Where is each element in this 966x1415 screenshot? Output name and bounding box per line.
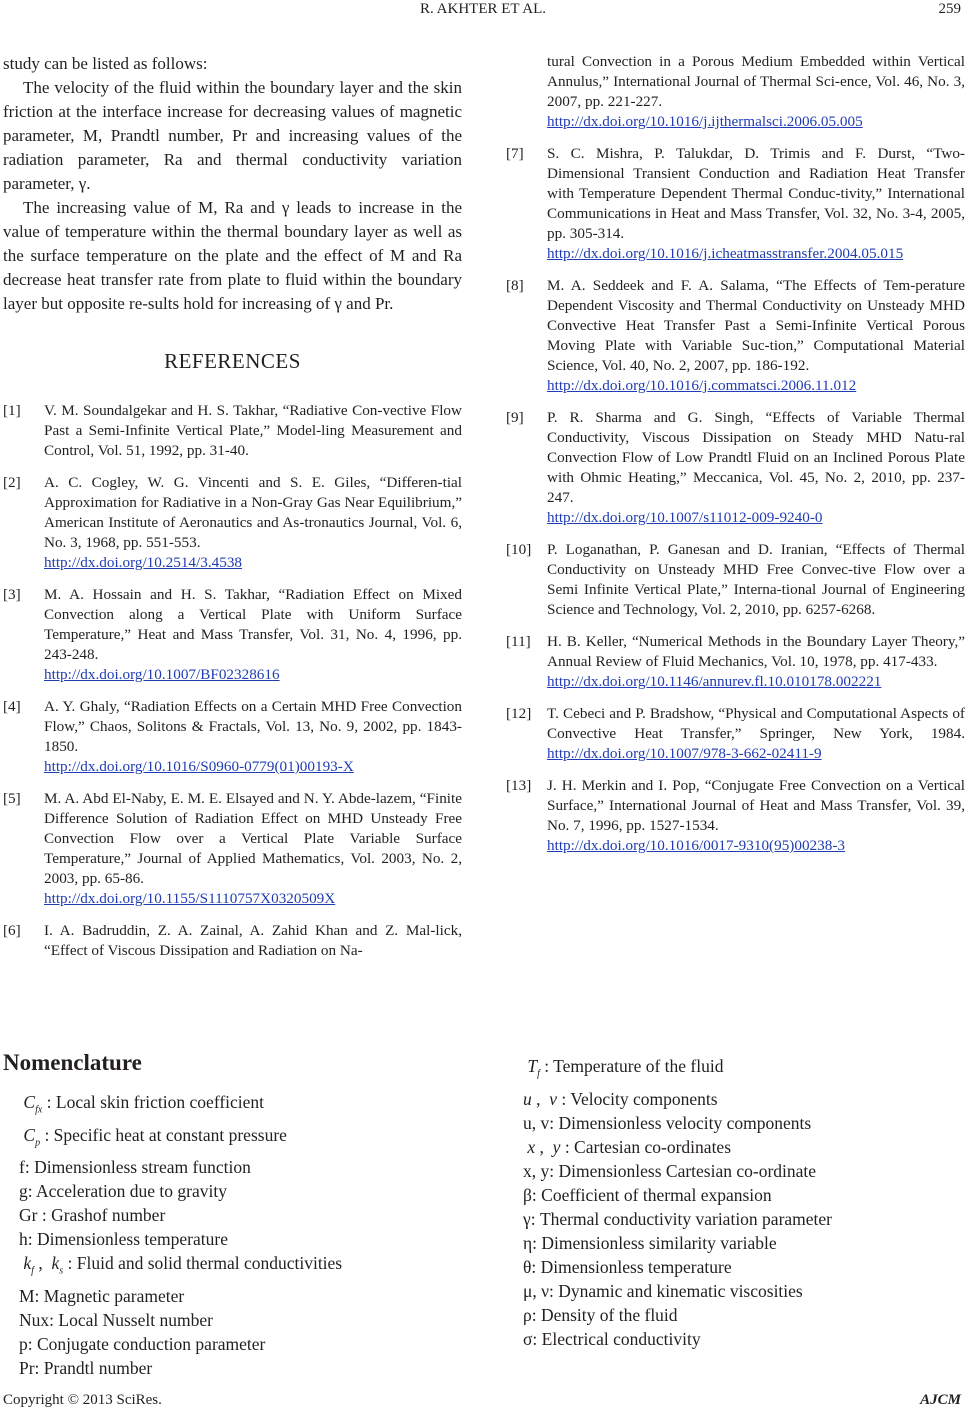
reference-item [506,704,965,764]
reference-item [506,276,965,396]
reference-doi-link[interactable]: http://dx.doi.org/10.1016/S0960-0779(01)00193-X [44,758,354,775]
reference-item [506,540,965,620]
nomenclature-item: g: Acceleration due to gravity [19,1181,227,1201]
reference-doi-link[interactable]: http://dx.doi.org/10.1016/j.icheatmasstransfer.2004.05.015 [547,245,904,262]
nomenclature-item: x , y : Cartesian co-ordinates [523,1136,732,1157]
reference-doi-link[interactable]: http://dx.doi.org/10.1016/j.ijthermalsci.2006.05.005 [547,113,863,130]
reference-text: M. A. Hossain and H. S. Takhar, “Radiation Effect on Mixed Convection along a Vertical Plate with Uniform Surface Temperature,” Heat and Mass Transfer, Vol. 31, No. 4, 1996, pp. 243-248. [44,586,462,663]
reference-text: J. H. Merkin and I. Pop, “Conjugate Free Convection on a Vertical Surface,” International Journal of Heat and Mass Transfer, Vol. 39, No. 7, 1996, pp. 1527-1534. [547,777,965,834]
reference-number: [1] [3,402,21,419]
nomenclature-item: Nux: Local Nusselt number [19,1309,213,1330]
reference-number: [3] [3,586,21,603]
right-column [506,52,965,868]
reference-item [3,921,462,961]
nomenclature-item: $k_f$ , $k_s$ : Fluid and solid thermal conductivities [19,1253,343,1277]
references-list-right [506,144,965,856]
reference-number: [10] [506,541,532,558]
journal-abbreviation: AJCM [920,1392,961,1408]
reference-number: [6] [3,922,21,939]
nomenclature-item: μ, ν: Dynamic and kinematic viscosities [523,1280,803,1301]
references-heading: REFERENCES [164,349,301,373]
page-number: 259 [938,1,961,17]
reference-text: V. M. Soundalgekar and H. S. Takhar, “Radiative Con-vective Flow Past a Semi-Infinite Vertical Plate,” Model-ling Measurement and Control, Vol. 51, 1992, pp. 31-40. [44,402,462,459]
reference-text: P. Loganathan, P. Ganesan and D. Iranian, “Effects of Thermal Conductivity on Unsteady MHD Free Convec-tive Flow over a Semi Infinite Vertical Plate,” Interna-tional Journal of Engineering Science and Technology, Vol. 2, 2010, pp. 6257-6268. [547,541,965,618]
reference-text: M. A. Abd El-Naby, E. M. E. Elsayed and N. Y. Abde-lazem, “Finite Difference Solution of Radiation Effect on MHD Unsteady Free Convection Flow over a Vertical Plate Variable Surface Temperature,” Journal of Applied Mathematics, Vol. 2003, No. 2, 2003, pp. 65-86. [44,790,462,887]
reference-text: S. C. Mishra, P. Talukdar, D. Trimis and F. Durst, “Two-Dimensional Transient Conduction and Radiation Heat Transfer with Temperature Dependent Thermal Conduc-tivity,” International Communications in Heat and Mass Transfer, Vol. 32, No. 3-4, 2005, pp. 305-314. [547,145,965,242]
reference-item [3,789,462,909]
reference-text: I. A. Badruddin, Z. A. Zainal, A. Zahid Khan and Z. Mal-lick, “Effect of Viscous Dissipation and Radiation on Na- [44,922,462,959]
nomenclature-item: Pr: Prandtl number [19,1357,153,1378]
reference-number: [8] [506,277,524,294]
nomenclature-item: $C_p$ : Specific heat at constant pressure [19,1124,287,1148]
nomenclature-item: $T_f$ : Temperature of the fluid [523,1056,724,1080]
left-column [3,52,462,973]
reference-item [506,408,965,528]
reference-number: [4] [3,698,21,715]
page-header [0,0,966,24]
reference-text: A. Y. Ghaly, “Radiation Effects on a Certain MHD Free Convection Flow,” Chaos, Solitons & Fractals, Vol. 13, No. 9, 2002, pp. 1843-1850. [44,698,462,755]
references-list [3,401,462,961]
reference-number: [13] [506,777,532,794]
reference-item [3,473,462,573]
reference-doi-link[interactable]: http://dx.doi.org/10.1146/annurev.fl.10.010178.002221 [547,673,882,690]
reference-doi-link[interactable]: http://dx.doi.org/10.1016/j.commatsci.2006.11.012 [547,377,857,394]
nomenclature-item: h: Dimensionless temperature [19,1229,228,1249]
reference-number: [9] [506,409,524,426]
reference-text: T. Cebeci and P. Bradshow, “Physical and Computational Aspects of Convective Heat Transfer,” Springer, New York, 1984. [547,705,965,742]
nomenclature-item: M: Magnetic parameter [19,1285,185,1306]
nomenclature-list-left [19,1090,489,1380]
nomenclature-item: ρ: Density of the fluid [523,1304,678,1325]
paragraph-2: The velocity of the fluid within the boundary layer and the skin friction at the interface increase for decreasing values of magnetic parameter, M, Prandtl number, Pr and increasing values of the radiation parameter, Ra and thermal conductivity variation parameter, γ. [3,78,462,193]
paragraph-3: The increasing value of M, Ra and γ leads to increase in the value of temperature within the thermal boundary layer as well as the surface temperature on the plate and the effect of M and Ra decrease heat transfer rate from plate to fluid within the boundary layer but opposite re-sults hold for increasing of γ and Pr. [3,198,462,313]
reference-number: [5] [3,790,21,807]
reference-text: P. R. Sharma and G. Singh, “Effects of Variable Thermal Conductivity, Viscous Dissipation on Steady MHD Natu-ral Convection Flow of Low Prandtl Fluid on an Inclined Porous Plate with Ohmic Heating,” Meccanica, Vol. 45, No. 2, 2010, pp. 237-247. [547,409,965,506]
nomenclature-item: β: Coefficient of thermal expansion [523,1184,772,1205]
reference-item [3,401,462,461]
reference-6-continuation [506,52,965,132]
nomenclature-item: γ: Thermal conductivity variation parameter [523,1208,833,1229]
reference-item [506,776,965,856]
reference-doi-link[interactable]: http://dx.doi.org/10.1007/s11012-009-9240-0 [547,509,823,526]
nomenclature-item: θ: Dimensionless temperature [523,1256,732,1277]
reference-number: [11] [506,633,531,650]
nomenclature-item: u, v: Dimensionless velocity components [523,1112,812,1133]
reference-doi-link[interactable]: http://dx.doi.org/10.2514/3.4538 [44,554,243,571]
nomenclature-item: Gr : Grashof number [19,1205,166,1225]
nomenclature-heading: Nomenclature [3,1050,142,1075]
nomenclature-item: u , v : Velocity components [523,1088,718,1109]
nomenclature-item: $C_{fx}$ : Local skin friction coefficient [19,1092,265,1116]
nomenclature-item: x, y: Dimensionless Cartesian co-ordinate [523,1160,817,1181]
copyright-notice: Copyright © 2013 SciRes. [3,1392,162,1408]
reference-item [506,144,965,264]
reference-text: H. B. Keller, “Numerical Methods in the Boundary Layer Theory,” Annual Review of Fluid Mechanics, Vol. 10, 1978, pp. 417-433. [547,633,965,670]
reference-item [506,632,965,692]
conclusion-text [3,52,462,316]
reference-doi-link[interactable]: http://dx.doi.org/10.1155/S1110757X0320509X [44,890,336,907]
paragraph-1: study can be listed as follows: [3,54,208,73]
reference-number: [7] [506,145,524,162]
nomenclature-item: η: Dimensionless similarity variable [523,1232,777,1253]
reference-text: M. A. Seddeek and F. A. Salama, “The Effects of Tem-perature Dependent Viscosity and Thermal Conductivity on Unsteady MHD Convective Heat Transfer Past a Semi-Infinite Vertical Porous Moving Plate with Variable Suc-tion,” Computational Material Science, Vol. 40, No. 2, 2007, pp. 186-192. [547,277,965,374]
reference-doi-link[interactable]: http://dx.doi.org/10.1007/BF02328616 [44,666,280,683]
nomenclature-item: f: Dimensionless stream function [19,1157,251,1177]
reference-text: A. C. Cogley, W. G. Vincenti and S. E. Giles, “Differen-tial Approximation for Radiative in a Non-Gray Gas Near Equilibrium,” American Institute of Aeronautics and As-tronautics Journal, Vol. 6, No. 3, 1968, pp. 551-553. [44,474,462,551]
running-head: R. AKHTER ET AL. [420,1,546,17]
reference-doi-link[interactable]: http://dx.doi.org/10.1016/0017-9310(95)00238-3 [547,837,845,854]
reference-doi-link[interactable]: http://dx.doi.org/10.1007/978-3-662-02411-9 [547,745,822,762]
reference-item [3,697,462,777]
reference-text: tural Convection in a Porous Medium Embedded within Vertical Annulus,” International Journal of Thermal Sci-ence, Vol. 46, No. 3, 2007, pp. 221-227. [547,53,965,110]
nomenclature-item: p: Conjugate conduction parameter [19,1333,266,1354]
reference-item [3,585,462,685]
reference-number: [12] [506,705,532,722]
nomenclature-list-right [523,1054,963,1351]
nomenclature-item: σ: Electrical conductivity [523,1328,701,1349]
reference-number: [2] [3,474,21,491]
